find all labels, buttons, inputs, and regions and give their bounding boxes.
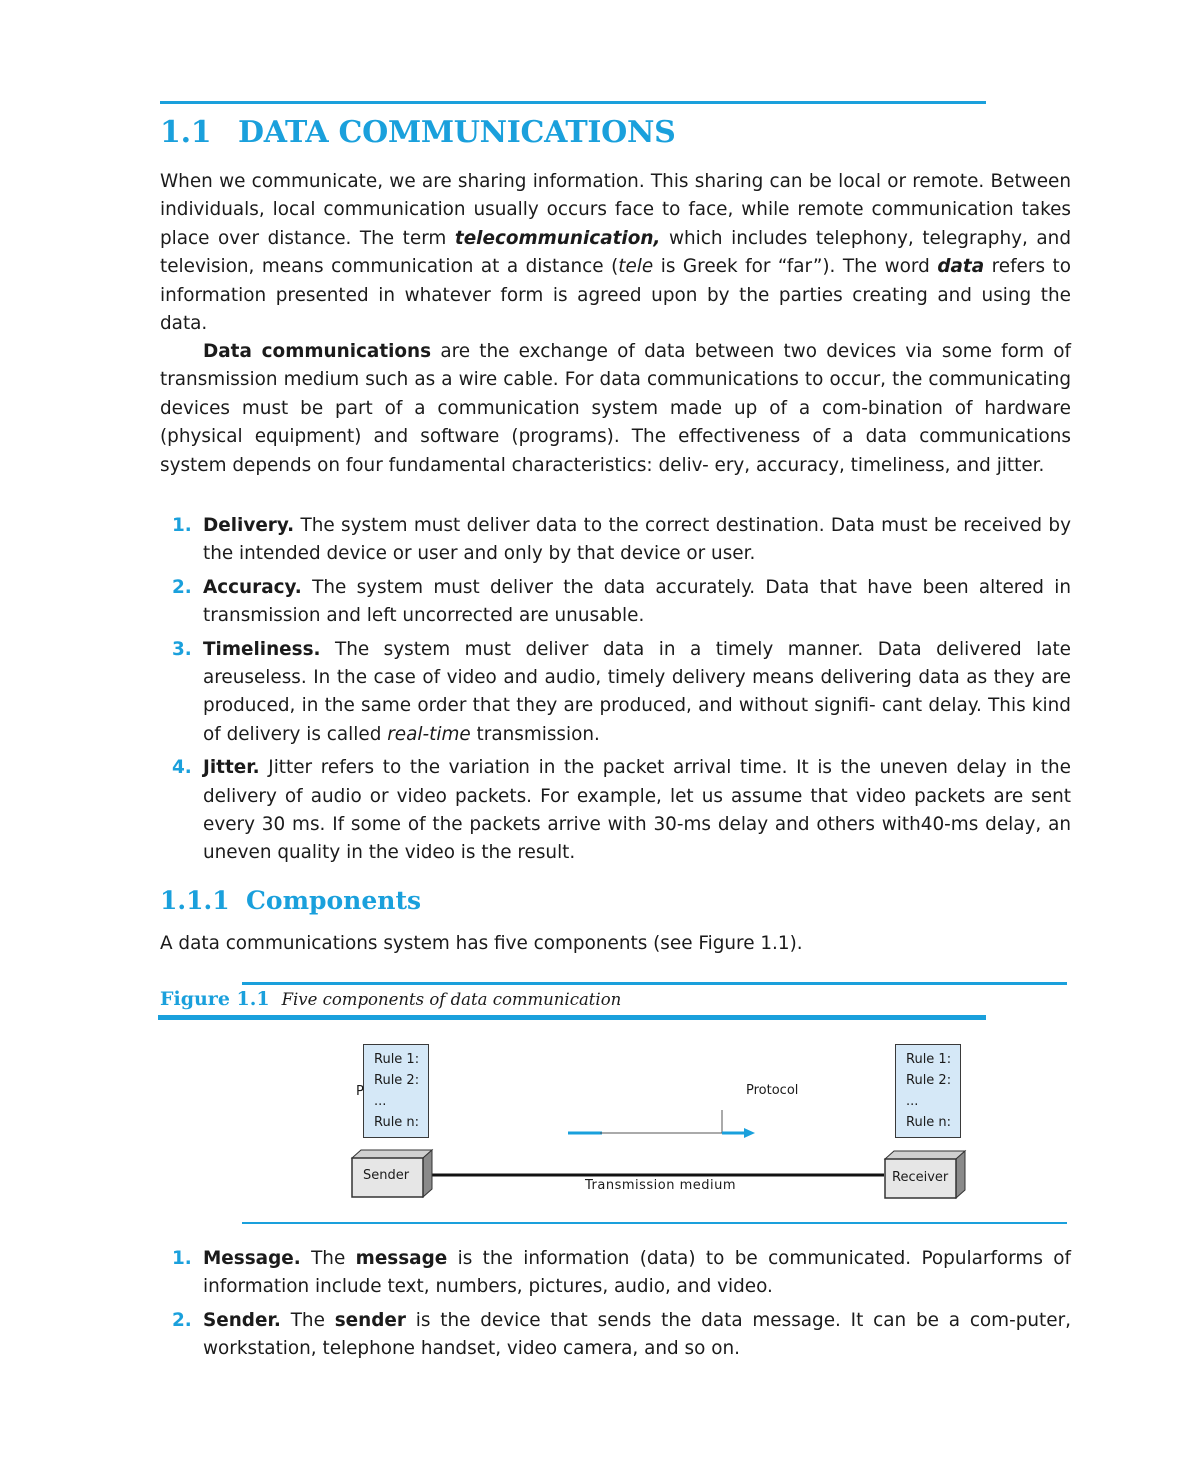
term-telecommunication: telecommunication, [454,227,661,249]
rule-line: Rule n: [906,1115,952,1130]
list-number: 2. [172,576,192,598]
intro-text-4: refers to information presented in whatever form is agreed upon by the parties creating and using the data. [160,256,1071,335]
list-text: The system must deliver the data accurately. Data that have been altered in transmission and left uncorrected are unusable. [203,576,1071,627]
intro-text-2: which includes telephony, telegraphy, and television, means communication at a distance ( [160,227,1071,278]
list-number: 3. [172,638,192,660]
subsection-title: Components [246,886,422,915]
list-number: 1. [172,515,192,536]
list-text: Jitter refers to the variation in the packet arrival time. It is the uneven delay in the delivery of audio or video packets. For example, let us assume that video packets are sent every 30 ms. If some of the packets arrive with 30-ms delay and others with40-ms delay, an uneven quality in the video is the result. [203,757,1071,864]
message-arrow-head [744,1128,755,1138]
section-title: DATA COMMUNICATIONS [238,115,676,150]
protocol-label: Protocol [746,1083,799,1098]
list-text: The system must deliver data in a timely manner. Data delivered late areuseless. In the case of video and audio, timely delivery means delivering data as they are produced, in the same order that they are produced, and without signifi- cant delay. This kind of delivery is called [203,638,1071,745]
figure-label: Figure 1.1 [160,988,270,1010]
protocol-letter: P [356,1084,364,1099]
intro-text-3: is Greek for “far”). The word [653,256,938,278]
list-term: Accuracy. [203,576,302,598]
list-term: Message. [203,1248,301,1269]
term-data: data [937,256,985,278]
transmission-medium-label: Transmission medium [585,1178,737,1193]
section-number: 1.1 [160,115,212,150]
list-number: 2. [172,1309,192,1331]
intro-text-1: When we communicate, we are sharing information. This sharing can be local or remote. Between individuals, local communication usually occurs face to face, while remote communication takes place over distance. The term [160,171,1071,249]
list-term: Timeliness. [203,638,321,660]
sender-label: Sender [363,1168,410,1183]
components-list [160,1245,1071,1364]
list-text: The [280,1309,335,1331]
figure-title: Five components of data communication [281,990,622,1009]
definition-text: are the exchange of data between two devices via some form of transmission medium such as a wire cable. For data communications to occur, the communicating devices must be part of a communication system made up of a com-bination of hardware (physical equipment) and software (programs). The effectiveness of a data communications system depends on four fundamental characteristics: deliv- ery, accuracy, timeliness, and jitter. [160,341,1071,476]
rule-line: ... [374,1094,387,1109]
term-sender: sender [334,1309,406,1331]
components-intro: A data communications system has five components (see Figure 1.1). [160,933,803,954]
figure-bottom-rule [242,1222,1067,1224]
term-tele: tele [618,256,654,278]
rule-line: Rule 2: [906,1073,952,1088]
rule-line: Rule n: [374,1115,420,1130]
rule-line: ... [906,1094,919,1109]
list-number: 4. [172,757,192,779]
term-real-time: real-time [387,723,471,745]
list-item [160,1245,1071,1302]
rule-line: Rule 2: [374,1073,420,1088]
rule-line: Rule 1: [374,1052,420,1067]
message-path [600,1110,722,1133]
rule-line: Rule 1: [906,1052,952,1067]
list-term: Jitter. [203,757,260,779]
list-item [160,1307,1071,1364]
term-message: message [355,1248,448,1269]
subsection-number: 1.1.1 [160,886,230,915]
term-data-communications: Data communications [203,341,432,362]
list-text: is the device that sends the data message. It can be a com-puter, workstation, telephone handset, video camera, and so on. [203,1309,1071,1360]
receiver-label: Receiver [892,1170,949,1185]
list-text: The [300,1248,356,1269]
list-number: 1. [172,1248,192,1269]
list-text: transmission. [470,723,600,745]
list-text: is the information (data) to be communicated. Popularforms of information include text, numbers, pictures, audio, and video. [203,1248,1071,1298]
list-term: Sender. [203,1309,281,1331]
list-text: The system must deliver data to the correct destination. Data must be received by the intended device or user and only by that device or user. [203,515,1071,565]
list-term: Delivery. [203,515,295,536]
